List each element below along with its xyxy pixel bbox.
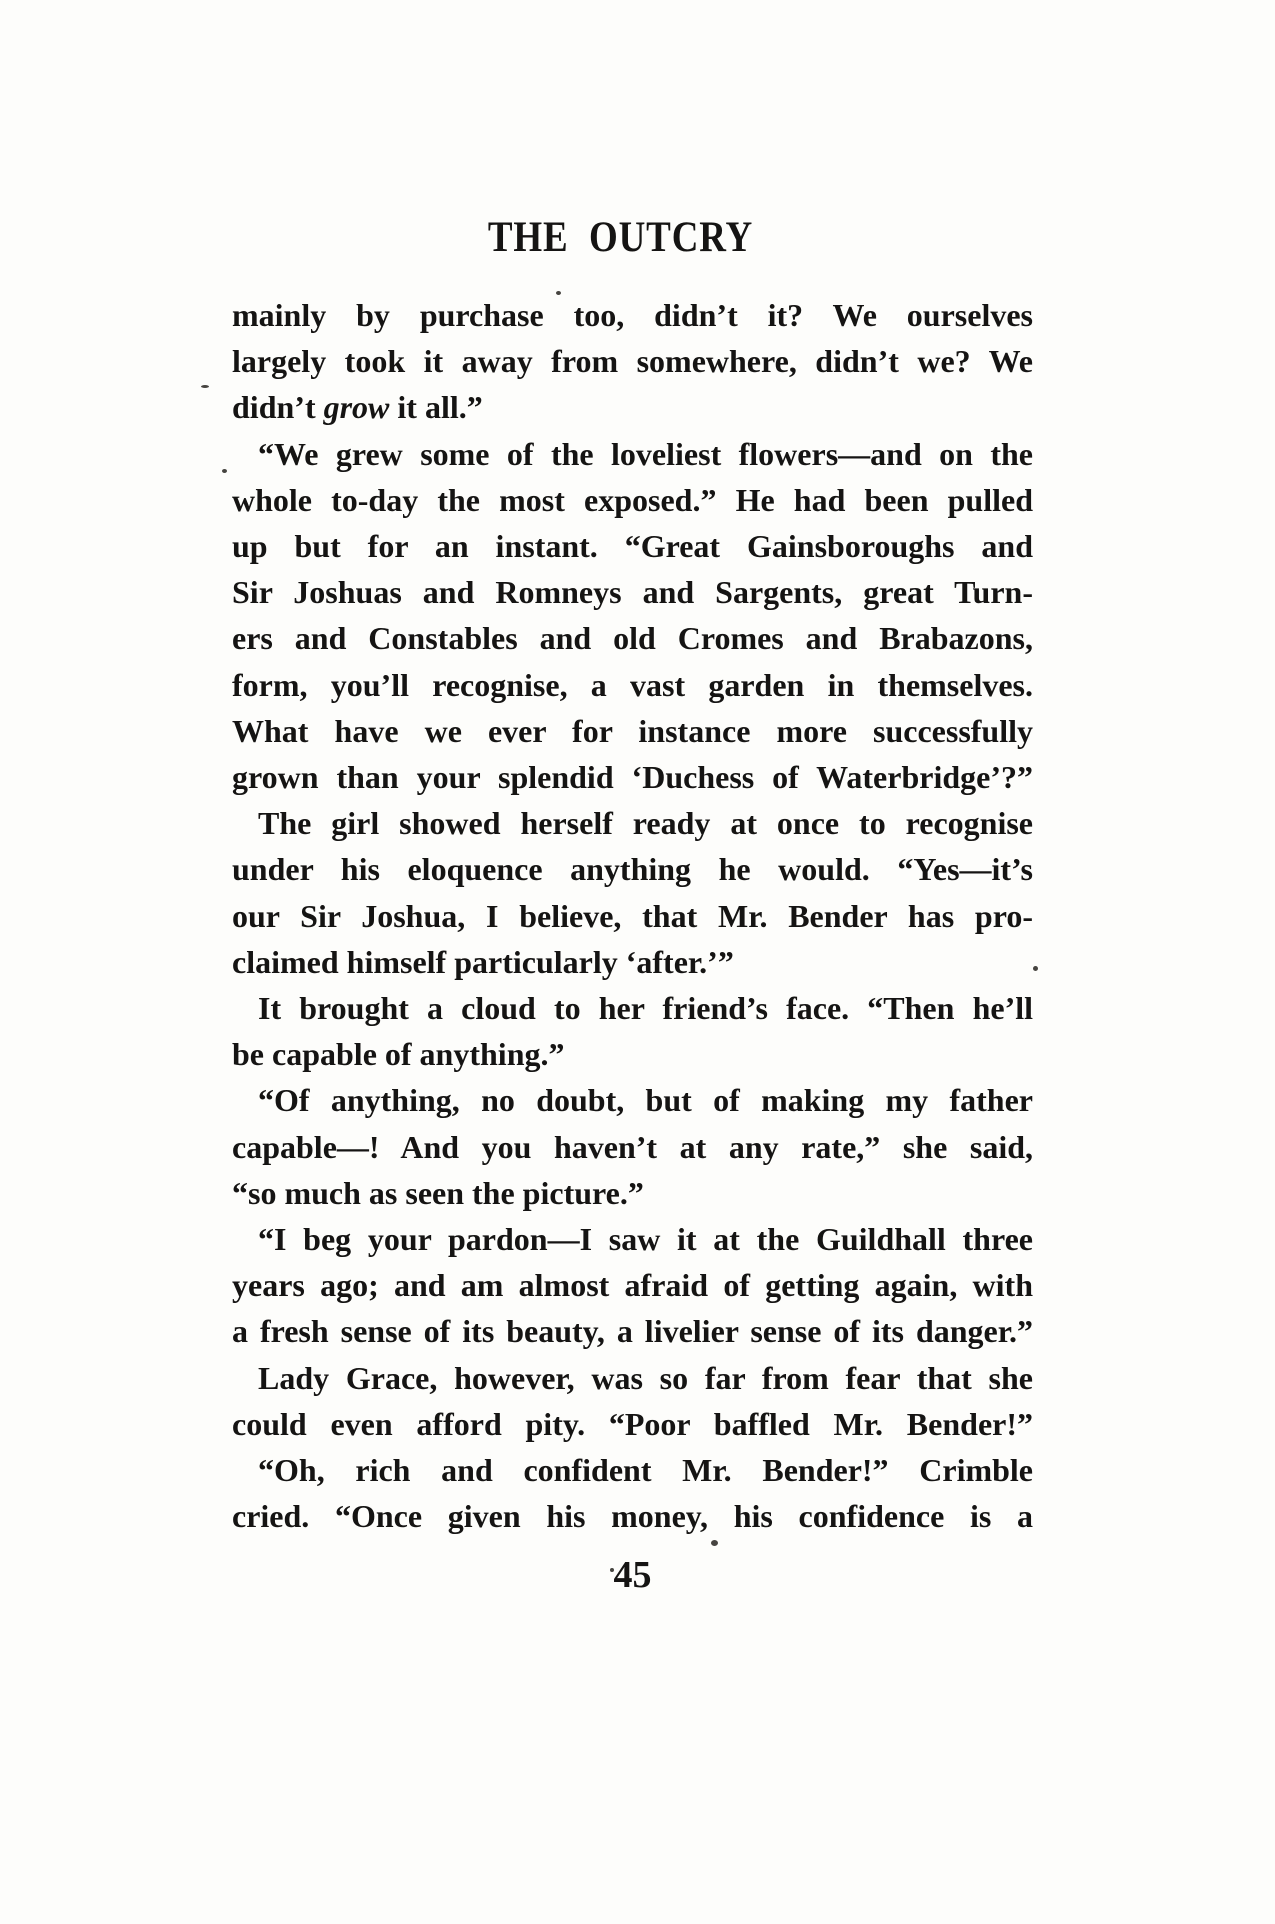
text-line: claimed himself particularly ‘after.’”	[232, 943, 734, 980]
text-line: could even afford pity. “Poor baffled Mr. Bender!”	[232, 1405, 1033, 1442]
text-line: mainly by purchase too, didn’t it? We ourselves	[232, 297, 1033, 333]
text-line: up but for an instant. “Great Gainsboroughs and	[232, 528, 1033, 565]
text-line: didn’t grow it all.”	[232, 389, 483, 426]
ink-speck	[610, 1568, 614, 1572]
text-line: Sir Joshuas and Romneys and Sargents, great Turn-	[232, 574, 1033, 611]
ink-speck	[201, 385, 209, 388]
ink-speck	[556, 291, 561, 295]
text-line: capable—! And you haven’t at any rate,” she said,	[232, 1128, 1033, 1165]
text-line: whole to-day the most exposed.” He had been pulled	[232, 481, 1033, 518]
text-line: It brought a cloud to her friend’s face. “Then he’ll	[258, 990, 1033, 1027]
page-number: 45	[613, 1554, 652, 1596]
text-line: grown than your splendid ‘Duchess of Waterbridge’?”	[232, 759, 1033, 796]
text-line: What have we ever for instance more successfully	[232, 712, 1033, 749]
ink-speck	[1033, 966, 1038, 971]
text-line: a fresh sense of its beauty, a livelier sense of its danger.”	[232, 1313, 1033, 1350]
text-line: The girl showed herself ready at once to recognise	[258, 805, 1033, 842]
text-line: cried. “Once given his money, his confidence is a	[232, 1498, 1033, 1535]
text-line: largely took it away from somewhere, didn’t we? We	[232, 343, 1033, 380]
text-line: under his eloquence anything he would. “Yes—it’s	[232, 851, 1033, 888]
text-line: “Of anything, no doubt, but of making my father	[258, 1082, 1033, 1119]
page-text	[232, 292, 1033, 1539]
text-line: form, you’ll recognise, a vast garden in themselves.	[232, 666, 1033, 703]
text-line: “so much as seen the picture.”	[232, 1174, 644, 1211]
text-line: ers and Constables and old Cromes and Brabazons,	[232, 620, 1033, 657]
text-line: be capable of anything.”	[232, 1036, 565, 1073]
ink-speck	[222, 469, 227, 473]
text-line: “I beg your pardon—I saw it at the Guildhall three	[258, 1221, 1033, 1258]
text-line: “We grew some of the loveliest flowers—and on the	[258, 435, 1033, 472]
text-line: “Oh, rich and confident Mr. Bender!” Crimble	[258, 1452, 1033, 1489]
text-line: Lady Grace, however, was so far from fear that she	[258, 1359, 1033, 1396]
ink-speck	[711, 1540, 718, 1546]
text-line: years ago; and am almost afraid of getting again, with	[232, 1267, 1033, 1304]
page-header-title: THE OUTCRY	[487, 214, 754, 261]
text-line: our Sir Joshua, I believe, that Mr. Bender has pro-	[232, 897, 1033, 934]
